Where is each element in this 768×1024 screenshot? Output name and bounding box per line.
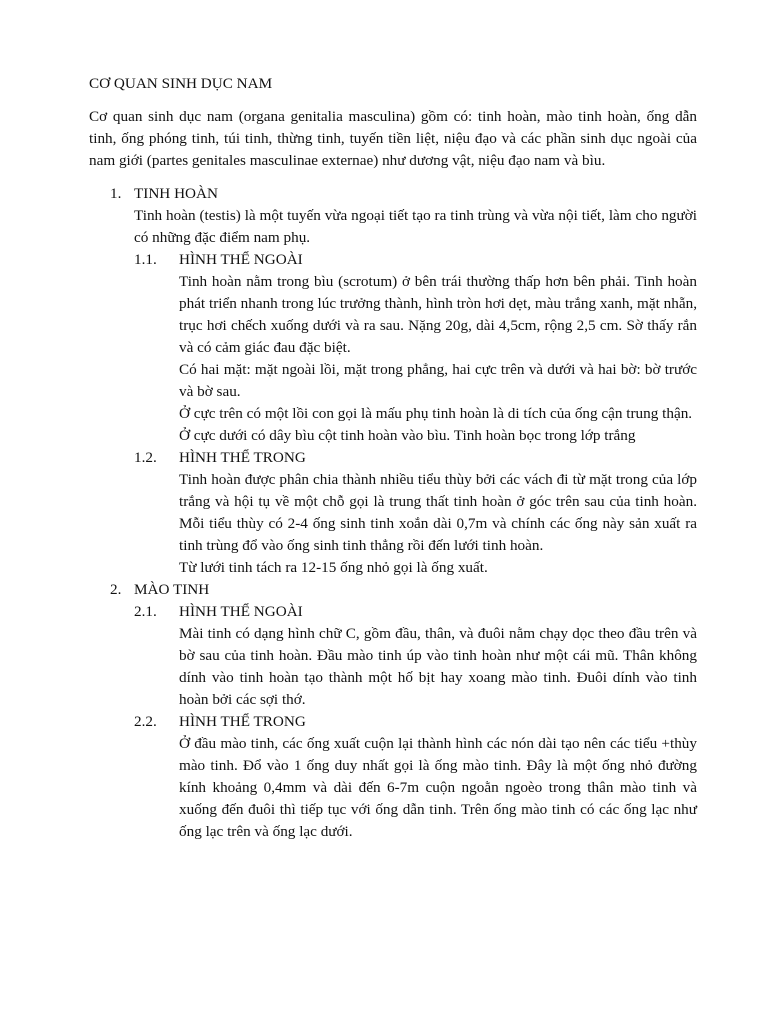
subsection-hinh-the-trong [134,711,697,843]
subsection-number: 2.1. [134,603,157,620]
subsection-heading: HÌNH THỂ TRONG [179,713,306,730]
document-content [89,73,697,843]
subsection-hinh-the-ngoai [134,249,697,447]
paragraph: Tinh hoàn nằm trong bìu (scrotum) ở bên trái thường thấp hơn bên phải. Tinh hoàn phát triển nhanh trong lúc trưởng thành, hình tròn hơi dẹt, màu trắng xanh, mặt nhẵn, trục hơi chếch xuống dưới và ra sau. Nặng 20g, dài 4,5cm, rộng 2,5 cm. Sờ thấy rắn và có cảm giác đau đặc biệt. [179,273,697,356]
subsection-number: 1.2. [134,449,157,466]
subsection-number: 2.2. [134,713,157,730]
document-title: CƠ QUAN SINH DỤC NAM [89,75,273,92]
paragraph: Mài tinh có dạng hình chữ C, gồm đầu, thân, và đuôi nằm chạy dọc theo đầu trên và bờ sau của tinh hoàn. Đầu mào tinh úp vào tinh hoàn như một cái mũ. Thân không dính vào tinh hoàn tạo thành một hố bịt hay xoang mào tinh. Đuôi dính vào tinh hoàn bởi các sợi thớ. [179,625,697,708]
subsection-heading: HÌNH THỂ TRONG [179,449,306,466]
section-body: Tinh hoàn (testis) là một tuyến vừa ngoại tiết tạo ra tinh trùng và vừa nội tiết, làm cho người có những đặc điểm nam phụ. [134,207,697,246]
paragraph: Có hai mặt: mặt ngoài lồi, mặt trong phẳng, hai cực trên và dưới và hai bờ: bờ trước và bờ sau. [179,361,697,400]
section-number: 1. [110,185,122,202]
subsection-heading: HÌNH THỂ NGOÀI [179,603,303,620]
intro-paragraph: Cơ quan sinh dục nam (organa genitalia masculina) gồm có: tinh hoàn, mào tinh hoàn, ống dẫn tinh, ống phóng tinh, túi tinh, thừng tinh, tuyến tiền liệt, niệu đạo và các phần sinh dục ngoài của nam giới (partes genitales masculinae externae) như dương vật, niệu đạo nam và bìu. [89,108,697,169]
paragraph: Từ lưới tinh tách ra 12-15 ống nhỏ gọi là ống xuất. [179,559,488,576]
section-heading: MÀO TINH [134,581,210,598]
subsection-number: 1.1. [134,251,157,268]
paragraph: Ở cực dưới có dây bìu cột tinh hoàn vào bìu. Tinh hoàn bọc trong lớp trắng [179,427,636,444]
section-tinh-hoan [89,183,697,579]
subsection-heading: HÌNH THỂ NGOÀI [179,251,303,268]
subsection-hinh-the-ngoai [134,601,697,711]
section-heading: TINH HOÀN [134,185,218,202]
paragraph: Ở đầu mào tinh, các ống xuất cuộn lại thành hình các nón dài tạo nên các tiểu +thùy mào tinh. Đổ vào 1 ống duy nhất gọi là ống mào tinh. Đây là một ống nhỏ đường kính khoảng 0,4mm và dài đến 6-7m cuộn ngoằn ngoèo trong thân mào tinh và xuống đến đuôi thì tiếp tục với ống dẫn tinh. Trên ống mào tinh có các ống lạc như ống lạc trên và ống lạc dưới. [179,735,697,840]
subsection-hinh-the-trong [134,447,697,579]
paragraph: Ở cực trên có một lồi con gọi là mấu phụ tinh hoàn là di tích của ống cận trung thận. [179,405,693,422]
section-mao-tinh [89,579,697,843]
paragraph: Tinh hoàn được phân chia thành nhiều tiểu thùy bởi các vách đi từ mặt trong của lớp trắng và hội tụ về một chỗ gọi là trung thất tinh hoàn ở góc trên sau của tinh hoàn. Mỗi tiểu thùy có 2-4 ống sinh tinh xoắn dài 0,7m và chính các ống này sản xuất ra tinh trùng đổ vào ống sinh tinh thẳng rồi đến lưới tinh hoàn. [179,471,697,554]
section-number: 2. [110,581,122,598]
